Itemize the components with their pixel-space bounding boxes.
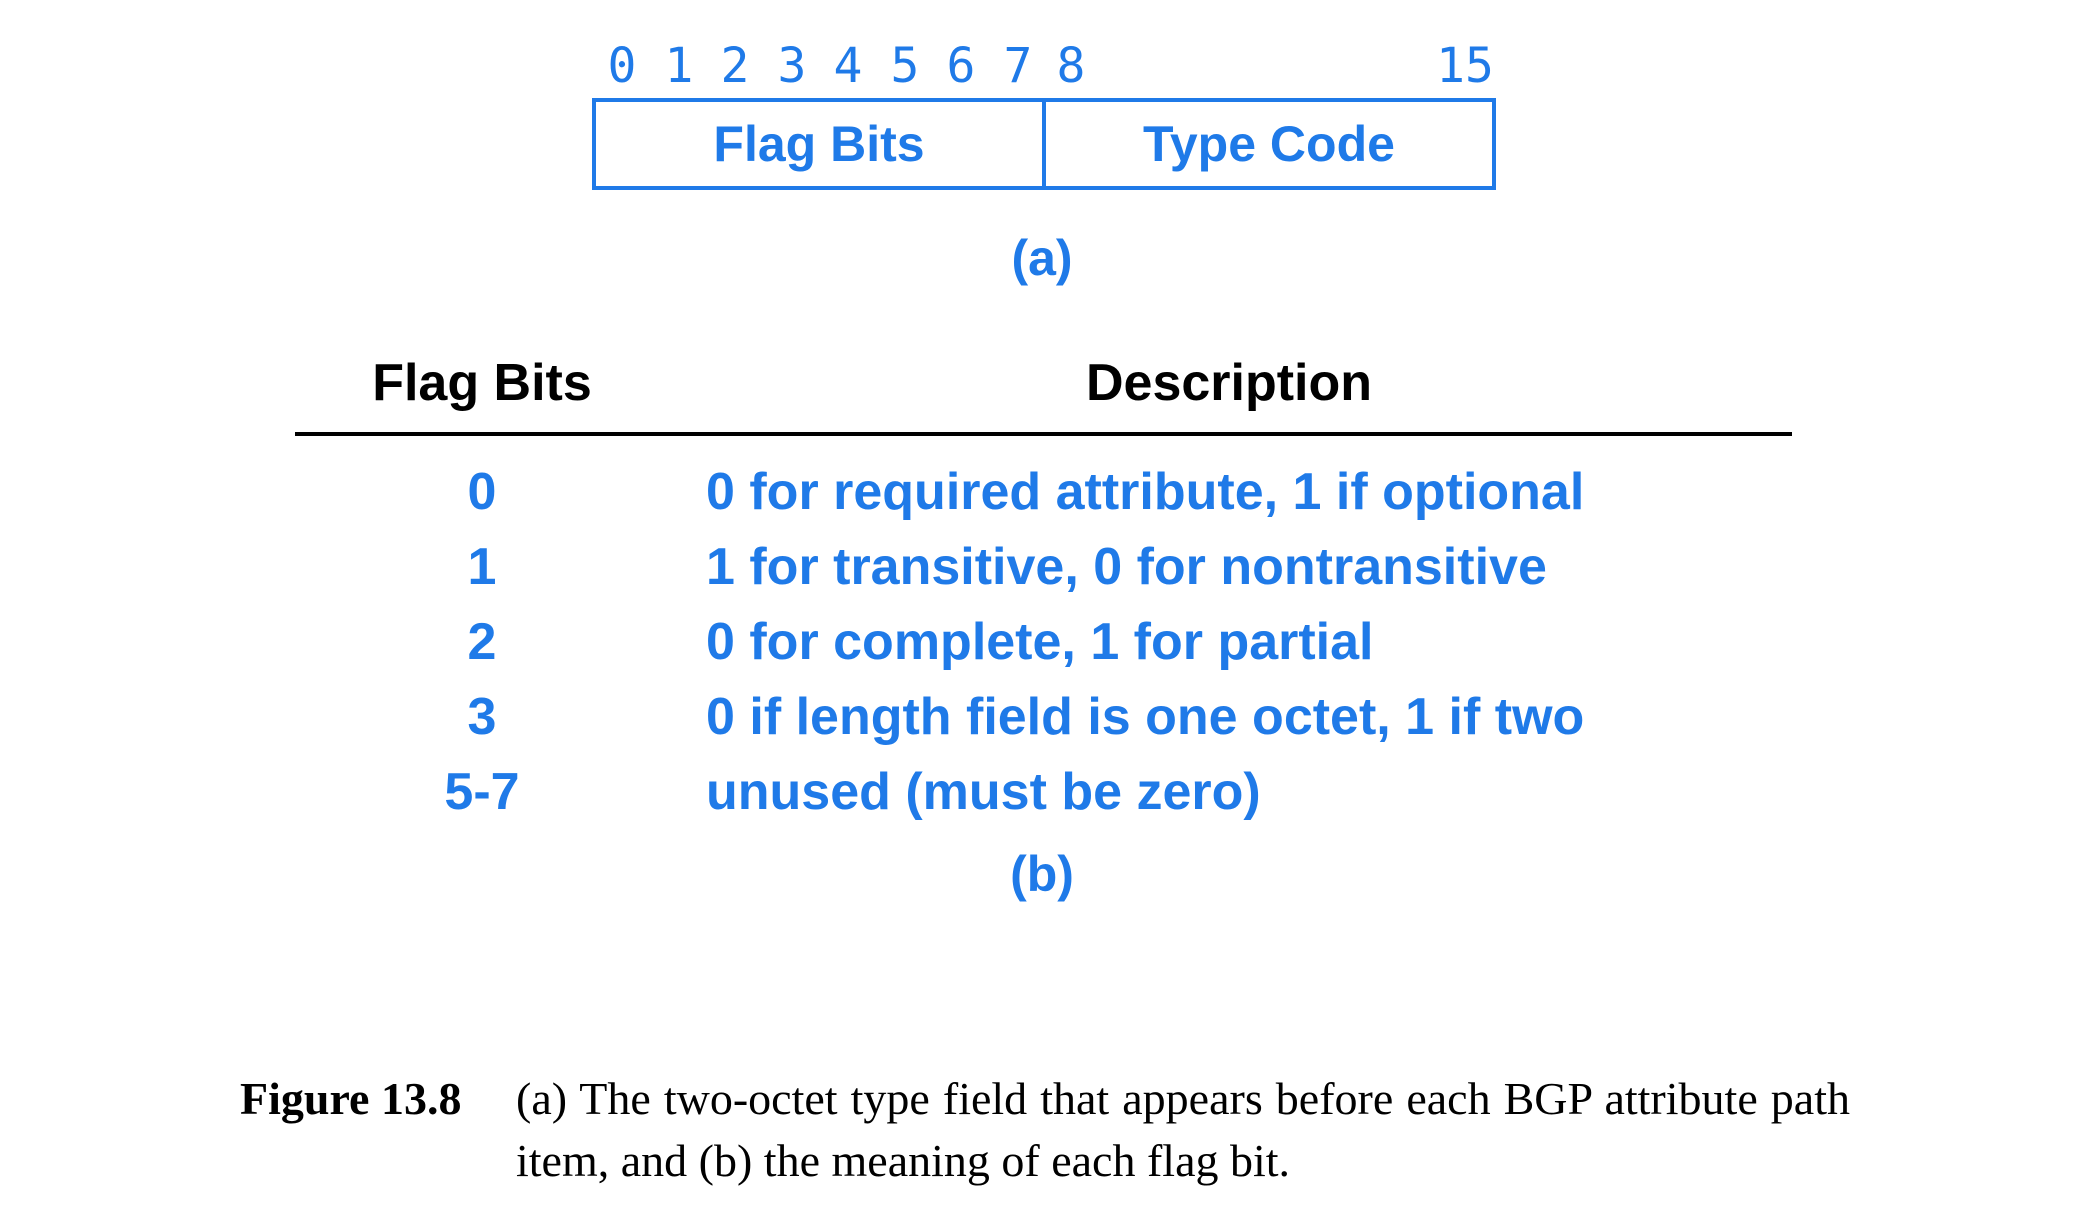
bit-number: 15 <box>1436 38 1494 94</box>
header-rule <box>295 432 1792 436</box>
part-a-label: (a) <box>1011 230 1073 286</box>
table-row <box>0 612 2079 672</box>
figure-caption <box>240 1068 1850 1192</box>
flag-bit-cell: 1 <box>467 538 497 596</box>
flag-bit-cell: 0 <box>467 463 497 521</box>
type-code-field-label: Type Code <box>1143 116 1395 172</box>
flag-bit-cell: 5-7 <box>444 763 520 821</box>
bit-number: 0 <box>607 38 637 94</box>
bit-number: 4 <box>833 38 863 94</box>
flag-bit-cell: 3 <box>467 688 497 746</box>
flag-bits-field <box>592 98 1046 190</box>
bit-number: 2 <box>720 38 750 94</box>
bit-number: 8 <box>1056 38 1086 94</box>
column-header-flag-bits: Flag Bits <box>372 354 592 412</box>
part-b-label: (b) <box>1010 846 1074 902</box>
table-row <box>0 687 2079 747</box>
flag-bits-field-label: Flag Bits <box>713 116 925 172</box>
description-cell: 0 for required attribute, 1 if optional <box>706 463 1585 521</box>
bit-number: 6 <box>946 38 976 94</box>
table-row <box>0 462 2079 522</box>
table-row <box>0 537 2079 597</box>
description-cell: 0 if length field is one octet, 1 if two <box>706 688 1585 746</box>
table-row <box>0 762 2079 822</box>
figure-number: Figure 13.8 <box>240 1073 462 1124</box>
type-code-field <box>1042 98 1496 190</box>
figure-caption-text: (a) The two-octet type field that appears before each BGP attribute path item, and (b) the meaning of each flag bit. <box>516 1073 1850 1186</box>
flag-bit-cell: 2 <box>467 613 497 671</box>
description-cell: 0 for complete, 1 for partial <box>706 613 1374 671</box>
bit-number: 3 <box>777 38 807 94</box>
bit-number: 1 <box>664 38 694 94</box>
description-cell: unused (must be zero) <box>706 763 1261 821</box>
description-cell: 1 for transitive, 0 for nontransitive <box>706 538 1547 596</box>
bit-number: 7 <box>1003 38 1033 94</box>
column-header-description: Description <box>1085 354 1373 412</box>
bit-number: 5 <box>890 38 920 94</box>
